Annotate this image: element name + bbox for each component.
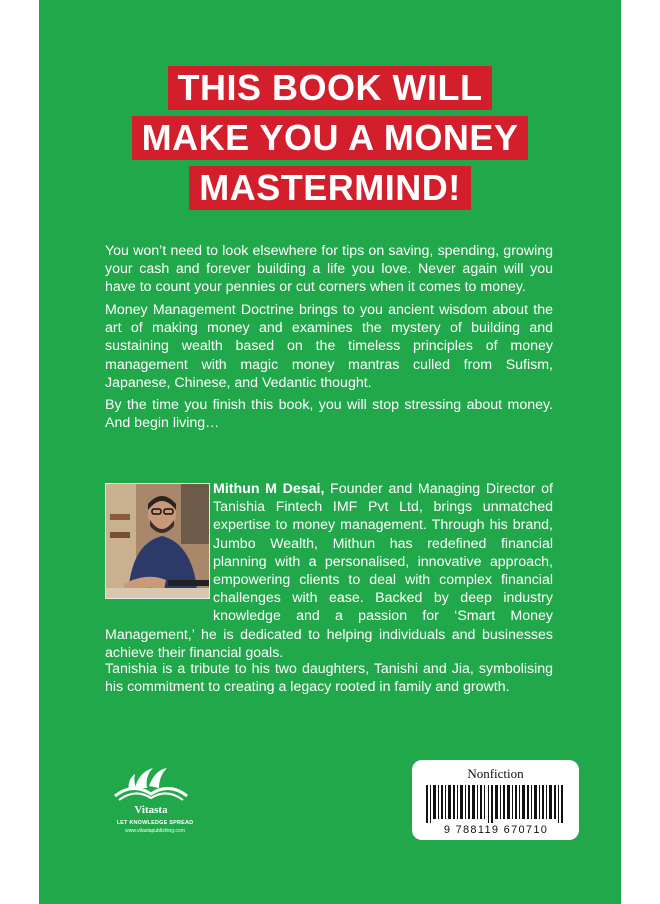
headline-line-2 <box>39 116 621 160</box>
category-label: Nonfiction <box>467 766 524 781</box>
headline-text-1: THIS BOOK WILL <box>168 66 493 110</box>
book-logo-icon <box>105 762 197 806</box>
barcode-box <box>412 760 579 840</box>
isbn-number: 9 788119 670710 <box>443 824 549 836</box>
publisher-name: Vitasta <box>134 804 168 816</box>
headline-text-2: MAKE YOU A MONEY <box>132 116 529 160</box>
author-bio-text: Founder and Managing Director of Tanishia Fintech IMF Pvt Ltd, brings unmatched expertise to money management. Through his brand, Jumbo Wealth, Mithun has redefined financial planning with a personalised, innovative approach, empowering clients to deal with complex financial challenges with ease. Backed by deep industry knowledge and a passion for ‘Smart Money Management,’ he is dedicated to helping individuals and businesses achieve their financial goals. <box>105 481 553 661</box>
back-cover <box>39 0 621 904</box>
author-name: Mithun M Desai, <box>213 481 325 497</box>
blurb-paragraph-1: You won’t need to look elsewhere for tips on saving, spending, growing your cash and forever building a life you love. Never again will you have to count your pennies or cut corners when it comes to money. <box>105 243 553 296</box>
author-tribute: Tanishia is a tribute to his two daughters, Tanishi and Jia, symbolising his commitment to creating a legacy rooted in family and growth. <box>105 661 553 696</box>
headline-line-3 <box>39 166 621 210</box>
publisher-tagline: LET KNOWLEDGE SPREAD <box>116 820 194 826</box>
barcode-icon <box>418 785 574 823</box>
blurb-paragraph-2: Money Management Doctrine brings to you ancient wisdom about the art of making money and examines the mystery of building and sustaining wealth based on the timeless principles of money management with magic money mantras culled from Sufism, Japanese, Chinese, and Vedantic thought. <box>105 302 553 391</box>
author-photo <box>105 483 210 599</box>
blurb-paragraph-3: By the time you finish this book, you will stop stressing about money. And begin living… <box>105 397 553 432</box>
headline-text-3: MASTERMIND! <box>189 166 470 210</box>
author-photo-image <box>106 484 209 598</box>
publisher-url: www.vitastapublishing.com <box>125 828 185 834</box>
headline-line-1 <box>39 66 621 110</box>
publisher-logo <box>105 762 205 842</box>
